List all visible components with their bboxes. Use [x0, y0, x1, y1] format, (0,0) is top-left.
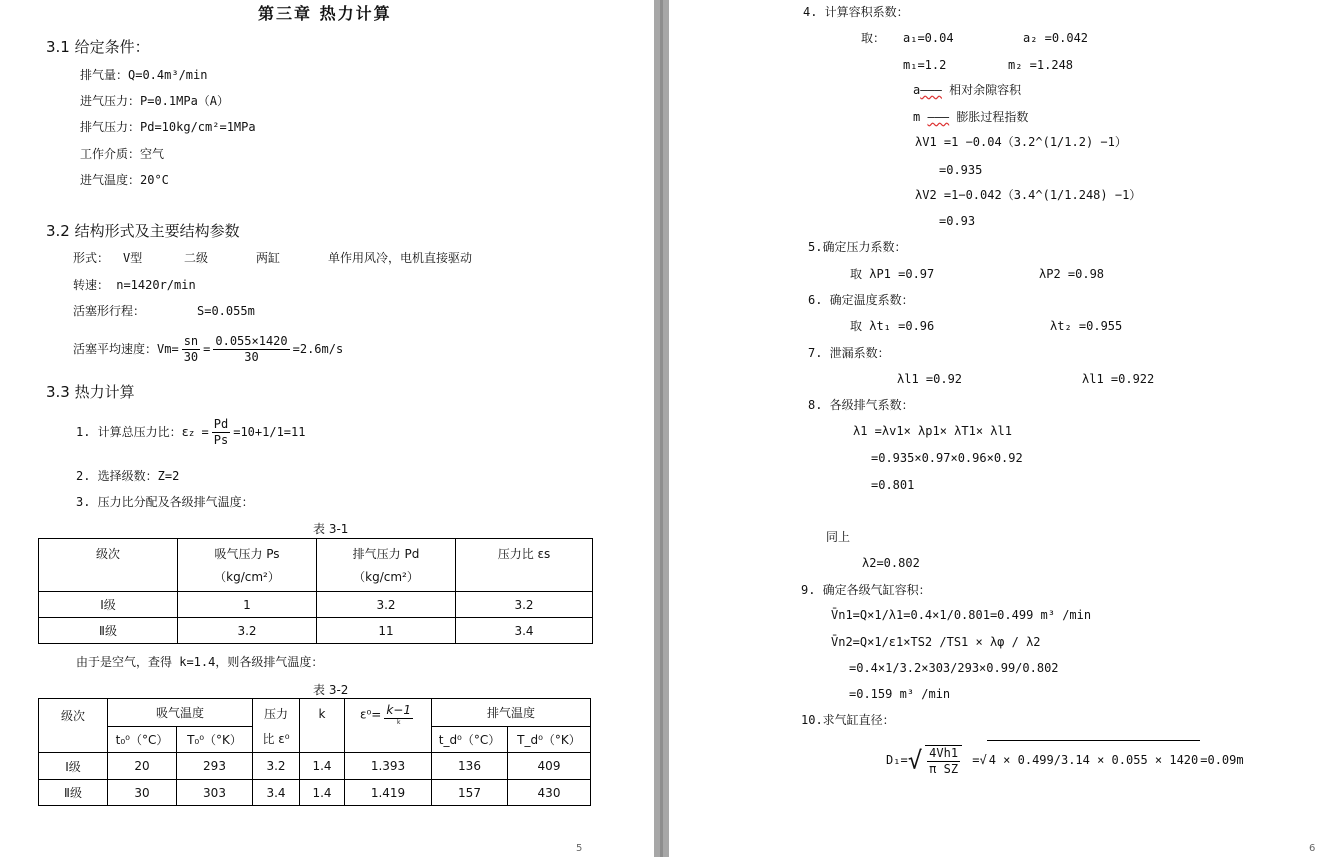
pressure-ratio-formula: 1. 计算总压力比：εz = $\frac{Pd}{Ps}$ =10+1/1=11 [76, 417, 306, 447]
table-cell: 157 [432, 780, 508, 806]
fraction-denominator: π SZ [929, 761, 959, 776]
page-number: 6 [1309, 843, 1316, 854]
table-row [39, 780, 591, 806]
lambda-v2-formula: λV2 =1−0.042（3.4^(1/1.248) −1） [915, 188, 1142, 202]
definition-text: 膨胀过程指数 [956, 110, 1029, 124]
page-divider[interactable] [660, 0, 663, 857]
table-subheader: t₀⁰（°C） [108, 727, 177, 753]
mean-speed-result: =2.6m/s [292, 342, 344, 356]
cylinder-volume-2-formula: V̄n2=Q×1/ε1×TS2 /TS1 × λφ / λ2 [831, 635, 1041, 649]
stroke-label: 活塞形行程： [73, 304, 146, 318]
diameter-result: =0.09m [1200, 753, 1244, 767]
header-unit: （kg/cm²） [353, 570, 419, 584]
section-10-heading: 10.求气缸直径： [801, 713, 895, 727]
table-header [178, 539, 317, 592]
a-definition: a——— 相对余隙容积 [913, 83, 1022, 97]
left-page [0, 0, 654, 857]
section-7-heading: 7. 泄漏系数： [808, 346, 890, 360]
given-item: 工作介质：空气 [80, 147, 165, 161]
table-cell: 1 [178, 592, 317, 618]
table-cell: Ⅰ级 [39, 592, 178, 618]
section-3-3-heading: 3.3 热力计算 [46, 383, 135, 401]
leakage-coef-1: λl1 =0.92 [897, 372, 963, 386]
cylinder-volume-2-result: =0.159 m³ /min [849, 687, 951, 701]
chapter-title: 第三章 热力计算 [258, 4, 392, 23]
table-row [39, 592, 593, 618]
section-4-heading: 4. 计算容积系数： [803, 5, 909, 19]
pressure-coef-2: λP2 =0.98 [1039, 267, 1105, 281]
temperature-coef-2: λt₂ =0.955 [1050, 319, 1123, 333]
table-subheader: T₀⁰（°K） [177, 727, 253, 753]
table-cell: 11 [317, 618, 456, 644]
table-cell: 430 [508, 780, 591, 806]
fraction-denominator: 30 [183, 350, 199, 364]
table-header [253, 699, 300, 753]
table-cell: 136 [432, 753, 508, 780]
pressure-ratio-result: =10+1/1=11 [233, 425, 306, 439]
table-row [39, 753, 591, 780]
fraction-denominator: 30 [244, 350, 259, 364]
m1-value: m₁=1.2 [903, 58, 947, 72]
table-row [39, 618, 593, 644]
form-value: V型 [123, 251, 143, 265]
table-header: 级次 [39, 539, 178, 592]
section-6-heading: 6. 确定温度系数： [808, 293, 914, 307]
header-label: 排气压力 Pd [352, 547, 420, 561]
table-cell: Ⅱ级 [39, 618, 178, 644]
same-as-above: 同上 [826, 530, 851, 544]
discharge-coef-result: =0.801 [871, 478, 915, 492]
table-caption: 表 3-2 [313, 683, 349, 697]
table-cell: 293 [177, 753, 253, 780]
mean-speed-formula: 活塞平均速度：Vm= $\frac{sn}{30}$ = $\frac{0.055\times 1420}{30}$ =2.6m/s [73, 334, 344, 364]
cylinder-volume-2-calc: =0.4×1/3.2×303/293×0.99/0.802 [849, 661, 1059, 675]
form-label: 形式： [73, 251, 110, 265]
table-header: 排气温度 [432, 699, 591, 727]
lambda-v1-result: =0.935 [939, 163, 983, 177]
fraction-numerator: Pd [213, 417, 229, 431]
header-unit: （kg/cm²） [214, 570, 280, 584]
table-cell: 1.4 [300, 753, 345, 780]
table-header: 级次 [39, 699, 108, 753]
form-value: 两缸 [256, 251, 281, 265]
fraction [925, 745, 962, 777]
fraction-numerator: 4Vh1 [929, 745, 959, 760]
table-cell: 409 [508, 753, 591, 780]
temperature-table [38, 698, 591, 806]
fraction: $\frac{k-1}{k}$ [386, 703, 411, 726]
discharge-coef-calc: =0.935×0.97×0.96×0.92 [871, 451, 1023, 465]
given-item: 进气压力：P=0.1MPa（A） [80, 94, 230, 108]
given-item: 进气温度：20°C [80, 173, 169, 187]
discharge-coef-formula: λ1 =λv1× λp1× λT1× λl1 [853, 424, 1012, 438]
fraction-numerator: sn [183, 334, 199, 348]
table-cell: 30 [108, 780, 177, 806]
table-subheader: T_d⁰（°K） [508, 727, 591, 753]
lambda-v2-result: =0.93 [939, 214, 976, 228]
pressure-table [38, 538, 593, 644]
air-note: 由于是空气，查得 k=1.4，则各级排气温度： [76, 655, 324, 669]
form-value: 单作用风冷，电机直接驱动 [328, 251, 473, 265]
lambda-v1-formula: λV1 =1 −0.04（3.2^(1/1.2) −1） [915, 135, 1127, 149]
given-item: 排气量：Q=0.4m³/min [80, 68, 208, 82]
table-header: 吸气温度 [108, 699, 253, 727]
table-cell: Ⅰ级 [39, 753, 108, 780]
section-8-heading: 8. 各级排气系数： [808, 398, 914, 412]
pressure-coef-1: 取 λP1 =0.97 [850, 267, 935, 281]
table-cell: 1.4 [300, 780, 345, 806]
page-number: 5 [576, 843, 583, 854]
a2-value: a₂ =0.042 [1023, 31, 1089, 45]
table-cell: 1.393 [345, 753, 432, 780]
fraction-numerator: k−1 [386, 703, 411, 717]
stroke-value: S=0.055m [197, 304, 255, 318]
table-header: k [300, 699, 345, 753]
section-5-heading: 5.确定压力系数： [808, 240, 907, 254]
table-cell: 3.2 [456, 592, 593, 618]
table-header [317, 539, 456, 592]
fraction-numerator: 0.055×1420 [215, 334, 288, 348]
stage-count: 2. 选择级数：Z=2 [76, 469, 180, 483]
table-caption: 表 3-1 [313, 522, 349, 536]
header-label: 压力 [263, 706, 288, 721]
mean-speed-label: 活塞平均速度：Vm= [73, 342, 179, 356]
table-cell: 3.4 [253, 780, 300, 806]
form-value: 二级 [184, 251, 209, 265]
section-9-heading: 9. 确定各级气缸容积： [801, 583, 931, 597]
table-cell: 3.4 [456, 618, 593, 644]
fraction-denominator: Ps [213, 433, 229, 447]
temperature-coef-1: 取 λt₁ =0.96 [850, 319, 935, 333]
take-label: 取： [861, 31, 886, 45]
speed-line: 转速： n=1420r/min [73, 278, 196, 292]
table-cell: 3.2 [253, 753, 300, 780]
table-cell: 1.419 [345, 780, 432, 806]
diameter-label: D₁= [886, 753, 908, 767]
a1-value: a₁=0.04 [903, 31, 954, 45]
given-item: 排气压力：Pd=10kg/cm²=1MPa [80, 120, 256, 134]
fraction [182, 334, 200, 365]
table-cell: 303 [177, 780, 253, 806]
item-label: 1. 计算总压力比：ε [76, 425, 189, 439]
symbol: m [913, 110, 921, 124]
table-header: 压力比 εs [456, 539, 593, 592]
table-subheader: t_d⁰（°C） [432, 727, 508, 753]
table-cell: 3.2 [178, 618, 317, 644]
fraction [212, 417, 230, 448]
section-3-2-heading: 3.2 结构形式及主要结构参数 [46, 222, 240, 240]
pressure-split-heading: 3. 压力比分配及各级排气温度： [76, 495, 254, 509]
table-header [345, 699, 432, 753]
fraction [213, 334, 289, 365]
cylinder-volume-1: V̄n1=Q×1/λ1=0.4×1/0.801=0.499 m³ /min [831, 608, 1092, 622]
lambda-2-value: λ2=0.802 [862, 556, 920, 570]
header-label: ε⁰= [360, 707, 382, 722]
table-cell: 20 [108, 753, 177, 780]
m-definition: m ——— 膨胀过程指数 [913, 110, 1029, 124]
right-page [669, 0, 1337, 857]
header-label: 吸气压力 Ps [214, 547, 280, 561]
radicand: 4 × 0.499/3.14 × 0.055 × 1420 [987, 740, 1201, 779]
symbol: a [913, 83, 921, 97]
table-cell: 3.2 [317, 592, 456, 618]
leakage-coef-2: λl1 =0.922 [1082, 372, 1155, 386]
header-label: 比 ε⁰ [262, 731, 290, 746]
m2-value: m₂ =1.248 [1008, 58, 1074, 72]
table-cell: Ⅱ级 [39, 780, 108, 806]
section-3-1-heading: 3.1 给定条件： [46, 38, 150, 56]
definition-text: 相对余隙容积 [949, 83, 1022, 97]
diameter-formula: D₁=√ $\frac{4Vh1}{\text{π SZ}}$ =√ 4 × 0.499/3.14 × 0.055 × 1420 =0.09m [886, 740, 1244, 780]
